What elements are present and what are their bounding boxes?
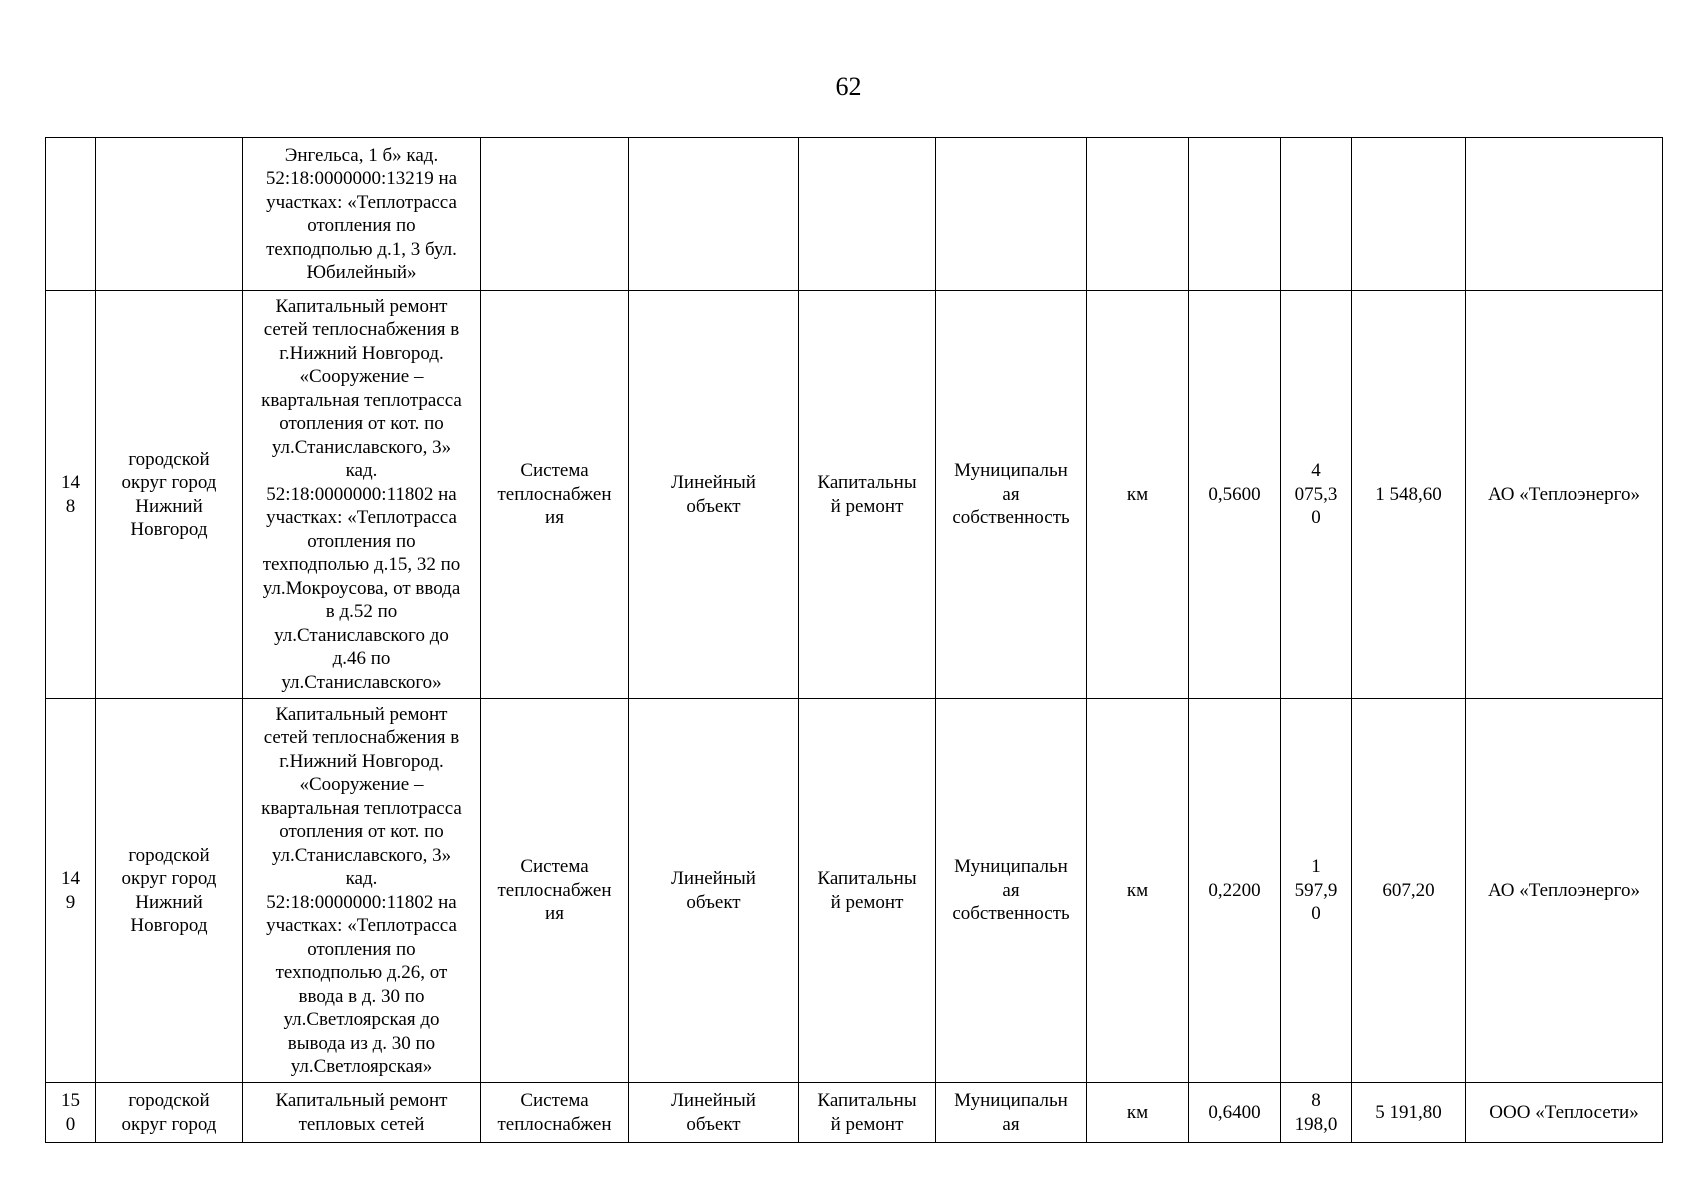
unit-cell: км [1087, 291, 1189, 699]
row-number-cell [46, 138, 96, 291]
row-number-cell: 15 0 [46, 1083, 96, 1143]
object-type-cell: Линейный объект [629, 291, 799, 699]
object-type-cell [629, 138, 799, 291]
quantity-cell: 0,5600 [1189, 291, 1281, 699]
work-type-cell: Капитальны й ремонт [799, 1083, 936, 1143]
unit-cell: км [1087, 1083, 1189, 1143]
quantity-cell: 0,6400 [1189, 1083, 1281, 1143]
cost-cell: 8 198,0 [1281, 1083, 1352, 1143]
ownership-cell: Муниципальн ая [936, 1083, 1087, 1143]
municipality-cell: городской округ город Нижний Новгород [96, 699, 243, 1083]
ownership-cell: Муниципальн ая собственность [936, 699, 1087, 1083]
unit-cell: км [1087, 699, 1189, 1083]
amount-cell: 607,20 [1352, 699, 1466, 1083]
table-row [46, 1083, 1663, 1143]
table-row [46, 291, 1663, 699]
cost-cell [1281, 138, 1352, 291]
work-type-cell: Капитальны й ремонт [799, 699, 936, 1083]
quantity-cell [1189, 138, 1281, 291]
amount-cell [1352, 138, 1466, 291]
description-cell: Энгельса, 1 б» кад. 52:18:0000000:13219 на участках: «Теплотрасса отопления по техподполью д.1, 3 бул. Юбилейный» [243, 138, 481, 291]
amount-cell: 5 191,80 [1352, 1083, 1466, 1143]
municipality-cell: городской округ город [96, 1083, 243, 1143]
table-row [46, 138, 1663, 291]
operator-cell: АО «Теплоэнерго» [1466, 291, 1663, 699]
operator-cell [1466, 138, 1663, 291]
object-type-cell: Линейный объект [629, 699, 799, 1083]
system-cell: Система теплоснабжен [481, 1083, 629, 1143]
amount-cell: 1 548,60 [1352, 291, 1466, 699]
unit-cell [1087, 138, 1189, 291]
object-type-cell: Линейный объект [629, 1083, 799, 1143]
description-cell: Капитальный ремонт сетей теплоснабжения в г.Нижний Новгород. «Сооружение – квартальная теплотрасса отопления от кот. по ул.Станиславского, 3» кад. 52:18:0000000:11802 на участках: «Теплотрасса отопления по техподполью д.26, от ввода в д. 30 по ул.Светлоярская до вывода из д. 30 по ул.Светлоярская» [243, 699, 481, 1083]
page-number: 62 [835, 72, 862, 101]
system-cell [481, 138, 629, 291]
quantity-cell: 0,2200 [1189, 699, 1281, 1083]
system-cell: Система теплоснабжен ия [481, 291, 629, 699]
row-number-cell: 14 8 [46, 291, 96, 699]
work-type-cell: Капитальны й ремонт [799, 291, 936, 699]
projects-table [45, 137, 1663, 1143]
description-cell: Капитальный ремонт сетей теплоснабжения в г.Нижний Новгород. «Сооружение – квартальная теплотрасса отопления от кот. по ул.Станиславского, 3» кад. 52:18:0000000:11802 на участках: «Теплотрасса отопления по техподполью д.15, 32 по ул.Мокроусова, от ввода в д.52 по ул.Станиславского до д.46 по ул.Станиславского» [243, 291, 481, 699]
row-number-cell: 14 9 [46, 699, 96, 1083]
description-cell: Капитальный ремонт тепловых сетей [243, 1083, 481, 1143]
operator-cell: ООО «Теплосети» [1466, 1083, 1663, 1143]
ownership-cell: Муниципальн ая собственность [936, 291, 1087, 699]
system-cell: Система теплоснабжен ия [481, 699, 629, 1083]
ownership-cell [936, 138, 1087, 291]
work-type-cell [799, 138, 936, 291]
cost-cell: 4 075,3 0 [1281, 291, 1352, 699]
table-row [46, 699, 1663, 1083]
municipality-cell: городской округ город Нижний Новгород [96, 291, 243, 699]
municipality-cell [96, 138, 243, 291]
operator-cell: АО «Теплоэнерго» [1466, 699, 1663, 1083]
cost-cell: 1 597,9 0 [1281, 699, 1352, 1083]
